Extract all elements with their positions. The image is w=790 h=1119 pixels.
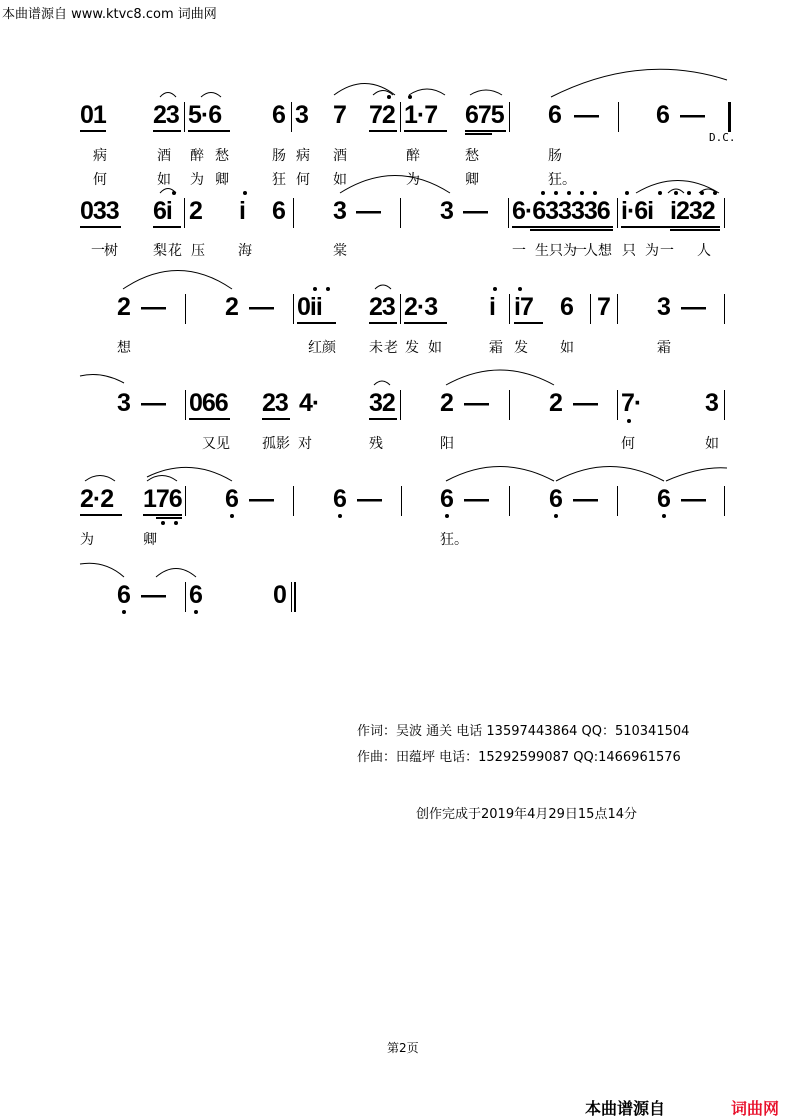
bar-line	[400, 102, 401, 132]
slur	[373, 91, 393, 96]
lyric: 卿	[143, 532, 157, 548]
bar-line	[185, 294, 186, 324]
lyric: 只	[622, 243, 636, 259]
bar-line	[509, 294, 510, 324]
staff-row-6	[0, 580, 790, 700]
lyric: 老	[384, 340, 398, 356]
lyric: 狂。	[440, 532, 468, 548]
bar-line	[509, 486, 510, 516]
dash: —	[141, 293, 165, 321]
note: 066	[189, 389, 228, 417]
note: 6	[440, 485, 453, 513]
dash: —	[574, 101, 598, 129]
note: 6	[333, 485, 346, 513]
note: 6	[656, 101, 669, 129]
bar-line	[184, 198, 185, 228]
dash: —	[464, 389, 488, 417]
lyric: 一	[512, 243, 526, 259]
lyric: 如	[428, 340, 442, 356]
completion-date: 创作完成于2019年4月29日15点14分	[416, 807, 637, 822]
lyric: 卿	[215, 172, 229, 188]
bar-line	[185, 582, 186, 612]
bar-line	[724, 390, 725, 420]
slur	[201, 93, 221, 98]
note: 23	[262, 389, 288, 417]
lyric: 想	[117, 340, 131, 356]
final-bar-line	[294, 582, 296, 612]
lyric: 一	[573, 243, 587, 259]
bar-line	[184, 102, 185, 132]
dash: —	[141, 581, 165, 609]
lyric: 海	[238, 243, 252, 259]
dash: —	[249, 485, 273, 513]
lyric: 人	[584, 243, 598, 259]
page-number: 第2页	[387, 1041, 419, 1055]
lyric: 狂	[272, 172, 286, 188]
note: 3	[657, 293, 670, 321]
lyric: 病	[93, 148, 107, 164]
dash: —	[463, 197, 487, 225]
lyric: 为	[80, 532, 94, 548]
lyric: 如	[560, 340, 574, 356]
note: 2	[189, 197, 202, 225]
lyric: 如	[333, 172, 347, 188]
composer-credit: 作曲：田蕴坪 电话：15292599087 QQ:1466961576	[357, 750, 681, 765]
bar-line	[590, 294, 591, 324]
lyric: 花	[168, 243, 182, 259]
lyric: 发	[514, 340, 528, 356]
note: i	[489, 293, 495, 321]
lyric: 棠	[333, 243, 347, 259]
bar-line	[617, 390, 618, 420]
note: i	[239, 197, 245, 225]
note: 0	[273, 581, 286, 609]
lyric: 何	[296, 172, 310, 188]
slur	[470, 90, 502, 95]
lyric: 红	[308, 340, 322, 356]
note: 7	[333, 101, 346, 129]
note: 7·	[621, 389, 642, 417]
dash: —	[573, 389, 597, 417]
bar-line	[400, 198, 401, 228]
lyric: 醉	[406, 148, 420, 164]
lyric: 何	[93, 172, 107, 188]
note: 6	[225, 485, 238, 513]
dash: —	[680, 101, 704, 129]
slur	[334, 84, 395, 96]
note: 6	[548, 101, 561, 129]
bar-line	[185, 486, 186, 516]
note: 32	[369, 389, 395, 417]
slur	[551, 69, 727, 97]
bar-line	[617, 294, 618, 324]
lyric: 只	[549, 243, 563, 259]
lyric: 霜	[489, 340, 503, 356]
da-capo-mark: D.C.	[709, 131, 736, 144]
note: 6	[272, 101, 285, 129]
note: 4·	[299, 389, 320, 417]
note: 2·2	[80, 485, 114, 513]
note: 6	[117, 581, 130, 609]
bar-line	[400, 294, 401, 324]
note: 3	[333, 197, 346, 225]
bar-line	[293, 294, 294, 324]
note: 675	[465, 101, 504, 129]
lyric: 对	[298, 436, 312, 452]
note: 23	[369, 293, 395, 321]
dash: —	[464, 485, 488, 513]
bar-line	[509, 102, 510, 132]
lyric: 何	[621, 436, 635, 452]
lyric: 生	[535, 243, 549, 259]
lyric: 如	[157, 172, 171, 188]
lyric: 见	[216, 436, 230, 452]
lyric: 树	[104, 243, 118, 259]
lyric: 人	[697, 243, 711, 259]
note: i232	[670, 197, 715, 225]
bar-line	[724, 294, 725, 324]
lyric: 影	[276, 436, 290, 452]
note: 1·7	[404, 101, 438, 129]
lyric: 肠	[548, 148, 562, 164]
note: 6i	[153, 197, 172, 225]
bar-line	[618, 102, 619, 132]
footer-site-logo: 词曲网	[731, 1099, 780, 1118]
lyric: 为	[563, 243, 577, 259]
dash: —	[681, 293, 705, 321]
bar-line	[293, 486, 294, 516]
lyric: 如	[705, 436, 719, 452]
lyric: 孤	[262, 436, 276, 452]
lyric: 未	[369, 340, 383, 356]
final-bar-line	[291, 582, 292, 612]
page-header: 本曲谱源自 www.ktvc8.com 词曲网	[2, 7, 217, 22]
dash: —	[141, 389, 165, 417]
lyric: 狂。	[548, 172, 576, 188]
lyric: 梨	[153, 243, 167, 259]
note: 6	[560, 293, 573, 321]
note: 3	[705, 389, 718, 417]
lyric: 为	[406, 172, 420, 188]
lyric: 病	[296, 148, 310, 164]
footer-source-label: 本曲谱源自	[585, 1099, 666, 1118]
lyricist-credit: 作词：吴波 通关 电话 13597443864 QQ：510341504	[357, 724, 690, 739]
lyric: 又	[202, 436, 216, 452]
lyric: 酒	[333, 148, 347, 164]
note: 6	[189, 581, 202, 609]
lyric: 一	[91, 243, 105, 259]
dash: —	[573, 485, 597, 513]
note: 6·633336	[512, 197, 610, 225]
note: 5·6	[188, 101, 222, 129]
lyric: 阳	[440, 436, 454, 452]
lyric: 酒	[157, 148, 171, 164]
lyric: 愁	[215, 148, 229, 164]
high-octave-dot	[408, 95, 412, 99]
lyric: 霜	[657, 340, 671, 356]
bar-line	[401, 486, 402, 516]
note: 0ii	[297, 293, 322, 321]
note: 2	[549, 389, 562, 417]
lyric: 醉	[190, 148, 204, 164]
bar-line	[509, 390, 510, 420]
slur	[160, 93, 176, 98]
note: 2	[440, 389, 453, 417]
lyric: 为	[190, 172, 204, 188]
final-bar-line	[728, 102, 731, 132]
dash: —	[681, 485, 705, 513]
lyric: 一	[660, 243, 674, 259]
note: 2	[225, 293, 238, 321]
dash: —	[249, 293, 273, 321]
lyric: 想	[598, 243, 612, 259]
lyric: 残	[369, 436, 383, 452]
bar-line	[724, 198, 725, 228]
lyric: 卿	[465, 172, 479, 188]
lyric: 颜	[322, 340, 336, 356]
slur	[409, 89, 445, 95]
high-octave-dot	[387, 95, 391, 99]
bar-line	[293, 198, 294, 228]
bar-line	[291, 102, 292, 132]
note: 033	[80, 197, 119, 225]
note: 01	[80, 101, 106, 129]
note: i7	[514, 293, 533, 321]
note: 23	[153, 101, 179, 129]
lyric: 愁	[465, 148, 479, 164]
bar-line	[185, 390, 186, 420]
lyric: 压	[191, 243, 205, 259]
lyric: 为	[645, 243, 659, 259]
dash: —	[356, 197, 380, 225]
note: 3	[295, 101, 308, 129]
note: 2	[117, 293, 130, 321]
bar-line	[617, 486, 618, 516]
bar-line	[617, 198, 618, 228]
note: 3	[117, 389, 130, 417]
lyric: 发	[405, 340, 419, 356]
note: 7	[597, 293, 610, 321]
note: 6	[272, 197, 285, 225]
dash: —	[357, 485, 381, 513]
note: 176	[143, 485, 182, 513]
note: 2·3	[404, 293, 438, 321]
note: 3	[440, 197, 453, 225]
note: 6	[549, 485, 562, 513]
bar-line	[508, 198, 509, 228]
note: 72	[369, 101, 395, 129]
lyric: 肠	[272, 148, 286, 164]
bar-line	[400, 390, 401, 420]
note: 6	[657, 485, 670, 513]
note: i·6i	[621, 197, 654, 225]
bar-line	[724, 486, 725, 516]
